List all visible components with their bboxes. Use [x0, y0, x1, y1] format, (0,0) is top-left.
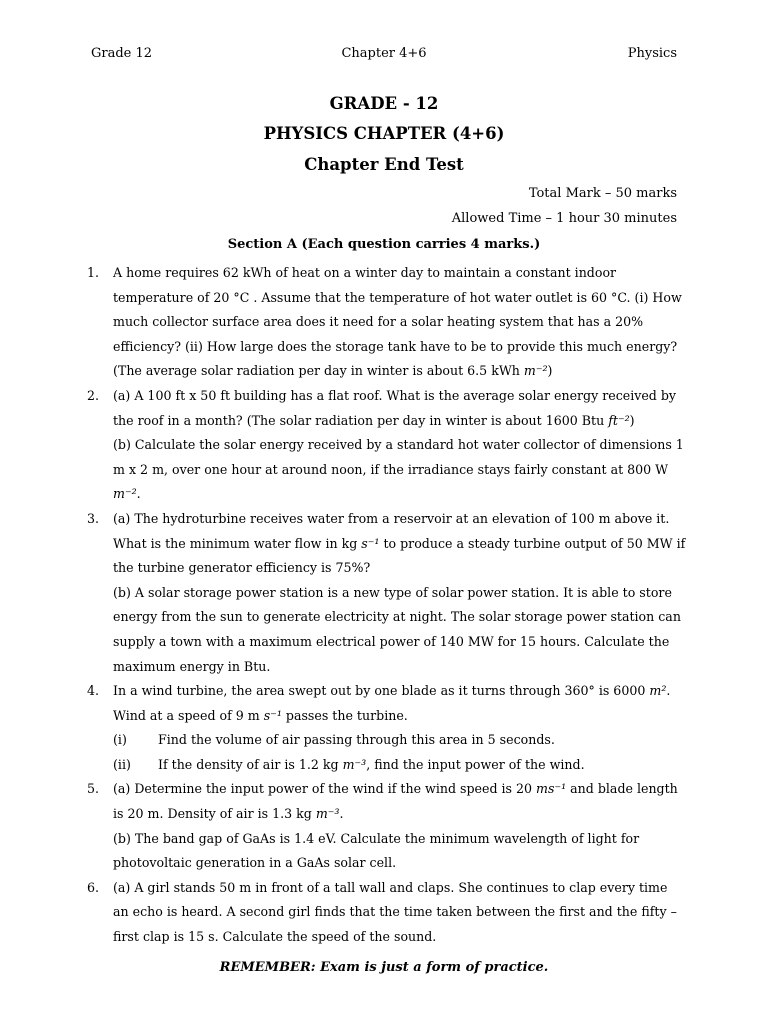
title-chapter: PHYSICS CHAPTER (4+6)	[263, 124, 505, 143]
question-part-a: (a) Determine the input power of the wind if the wind speed is 20 ms⁻¹ and blade length is 20 m. Density of air is 1.3 kg m⁻³.	[113, 781, 678, 822]
question-number: 1.	[87, 265, 100, 280]
unit: s⁻¹	[263, 707, 282, 723]
title-grade: GRADE - 12	[329, 94, 439, 113]
question-number: 2.	[87, 387, 100, 403]
question-part-b: (b) A solar storage power station is a new type of solar power station. It is able to store energy from the sun to generate electricity at night. The solar storage power station can supply a town with a maximum electrical power of 140 MW for 15 hours. Calculate the maximum energy in Btu.	[113, 584, 681, 674]
question-part-a: (a) The hydroturbine receives water from a reservoir at an elevation of 100 m above it. What is the minimum water flow in kg s⁻¹ to produce a steady turbine output of 50 MW if the turbine generator efficiency is 75%?	[113, 510, 686, 576]
question-body	[113, 261, 687, 384]
question-body	[113, 679, 687, 777]
question-number: 3.	[87, 510, 100, 526]
question-part-b: (b) The band gap of GaAs is 1.4 eV. Calculate the minimum wavelength of light for photovoltaic generation in a GaAs solar cell.	[113, 830, 640, 871]
unit: ft⁻²	[608, 412, 630, 428]
question-part-b: (b) Calculate the solar energy received by a standard hot water collector of dimensions 1 m x 2 m, over one hour at around noon, if the irradiance stays fairly constant at 800 W m⁻².	[113, 437, 684, 502]
question-2	[87, 384, 687, 507]
question-4	[87, 679, 687, 777]
unit: ms⁻¹	[536, 781, 567, 797]
footer-remember: REMEMBER: Exam is just a form of practice.	[219, 960, 549, 975]
question-part-a: (a) A 100 ft x 50 ft building has a flat roof. What is the average solar energy received by the roof in a month? (The solar radiation per day in winter is about 1600 Btu ft⁻²)	[113, 387, 677, 428]
allowed-time: Allowed Time – 1 hour 30 minutes	[451, 211, 677, 226]
question-number: 6.	[87, 879, 100, 895]
question-text: In a wind turbine, the area swept out by one blade as it turns through 360° is 6000 m².	[113, 683, 671, 699]
question-3	[87, 507, 687, 679]
total-mark: Total Mark – 50 marks	[528, 186, 677, 201]
question-part-a: (a) A girl stands 50 m in front of a tall wall and claps. She continues to clap every time an echo is heard. A second girl finds that the time taken between the first and the fifty – first clap is 15 s. Calculate the speed of the sound.	[113, 879, 677, 945]
unit: m⁻²	[113, 486, 137, 502]
page-header	[91, 46, 677, 64]
title-test: Chapter End Test	[304, 155, 464, 174]
question-body	[113, 876, 687, 950]
question-5	[87, 777, 687, 875]
subquestion-ii	[113, 753, 687, 778]
unit: m⁻²	[523, 363, 548, 379]
question-body	[113, 507, 687, 679]
question-text-line-2: Wind at a speed of 9 m s⁻¹ passes the turbine.	[113, 707, 408, 723]
unit: m²	[649, 683, 667, 699]
header-chapter: Chapter 4+6	[341, 46, 427, 61]
question-body	[113, 777, 687, 875]
question-1	[87, 261, 687, 384]
subquestion-text: Find the volume of air passing through this area in 5 seconds.	[158, 732, 555, 748]
question-text: A home requires 62 kWh of heat on a winter day to maintain a constant indoor temperature of 20 °C . Assume that the temperature of hot water outlet is 60 °C. (i) How much collector surface area does it need for a solar heating system that has a 20% efficiency? (ii) How large does the storage tank have to be to provide this much energy? (The average solar radiation per day in winter is about 6.5 kWh m⁻²)	[113, 265, 682, 379]
subquestion-number: (ii)	[113, 756, 131, 772]
unit: m⁻³	[342, 756, 367, 772]
unit: m⁻³	[315, 806, 340, 822]
header-subject: Physics	[627, 46, 677, 61]
header-grade: Grade 12	[91, 46, 153, 61]
question-number: 5.	[87, 781, 100, 797]
unit: s⁻¹	[361, 535, 380, 551]
question-number: 4.	[87, 683, 100, 699]
question-body	[113, 384, 687, 507]
section-a-heading: Section A (Each question carries 4 marks.)	[227, 237, 541, 252]
subquestion-number: (i)	[113, 732, 127, 748]
question-list	[87, 261, 687, 950]
subquestion-i	[113, 728, 687, 753]
subquestion-text: If the density of air is 1.2 kg m⁻³, find the input power of the wind.	[158, 756, 585, 772]
question-6	[87, 876, 687, 950]
